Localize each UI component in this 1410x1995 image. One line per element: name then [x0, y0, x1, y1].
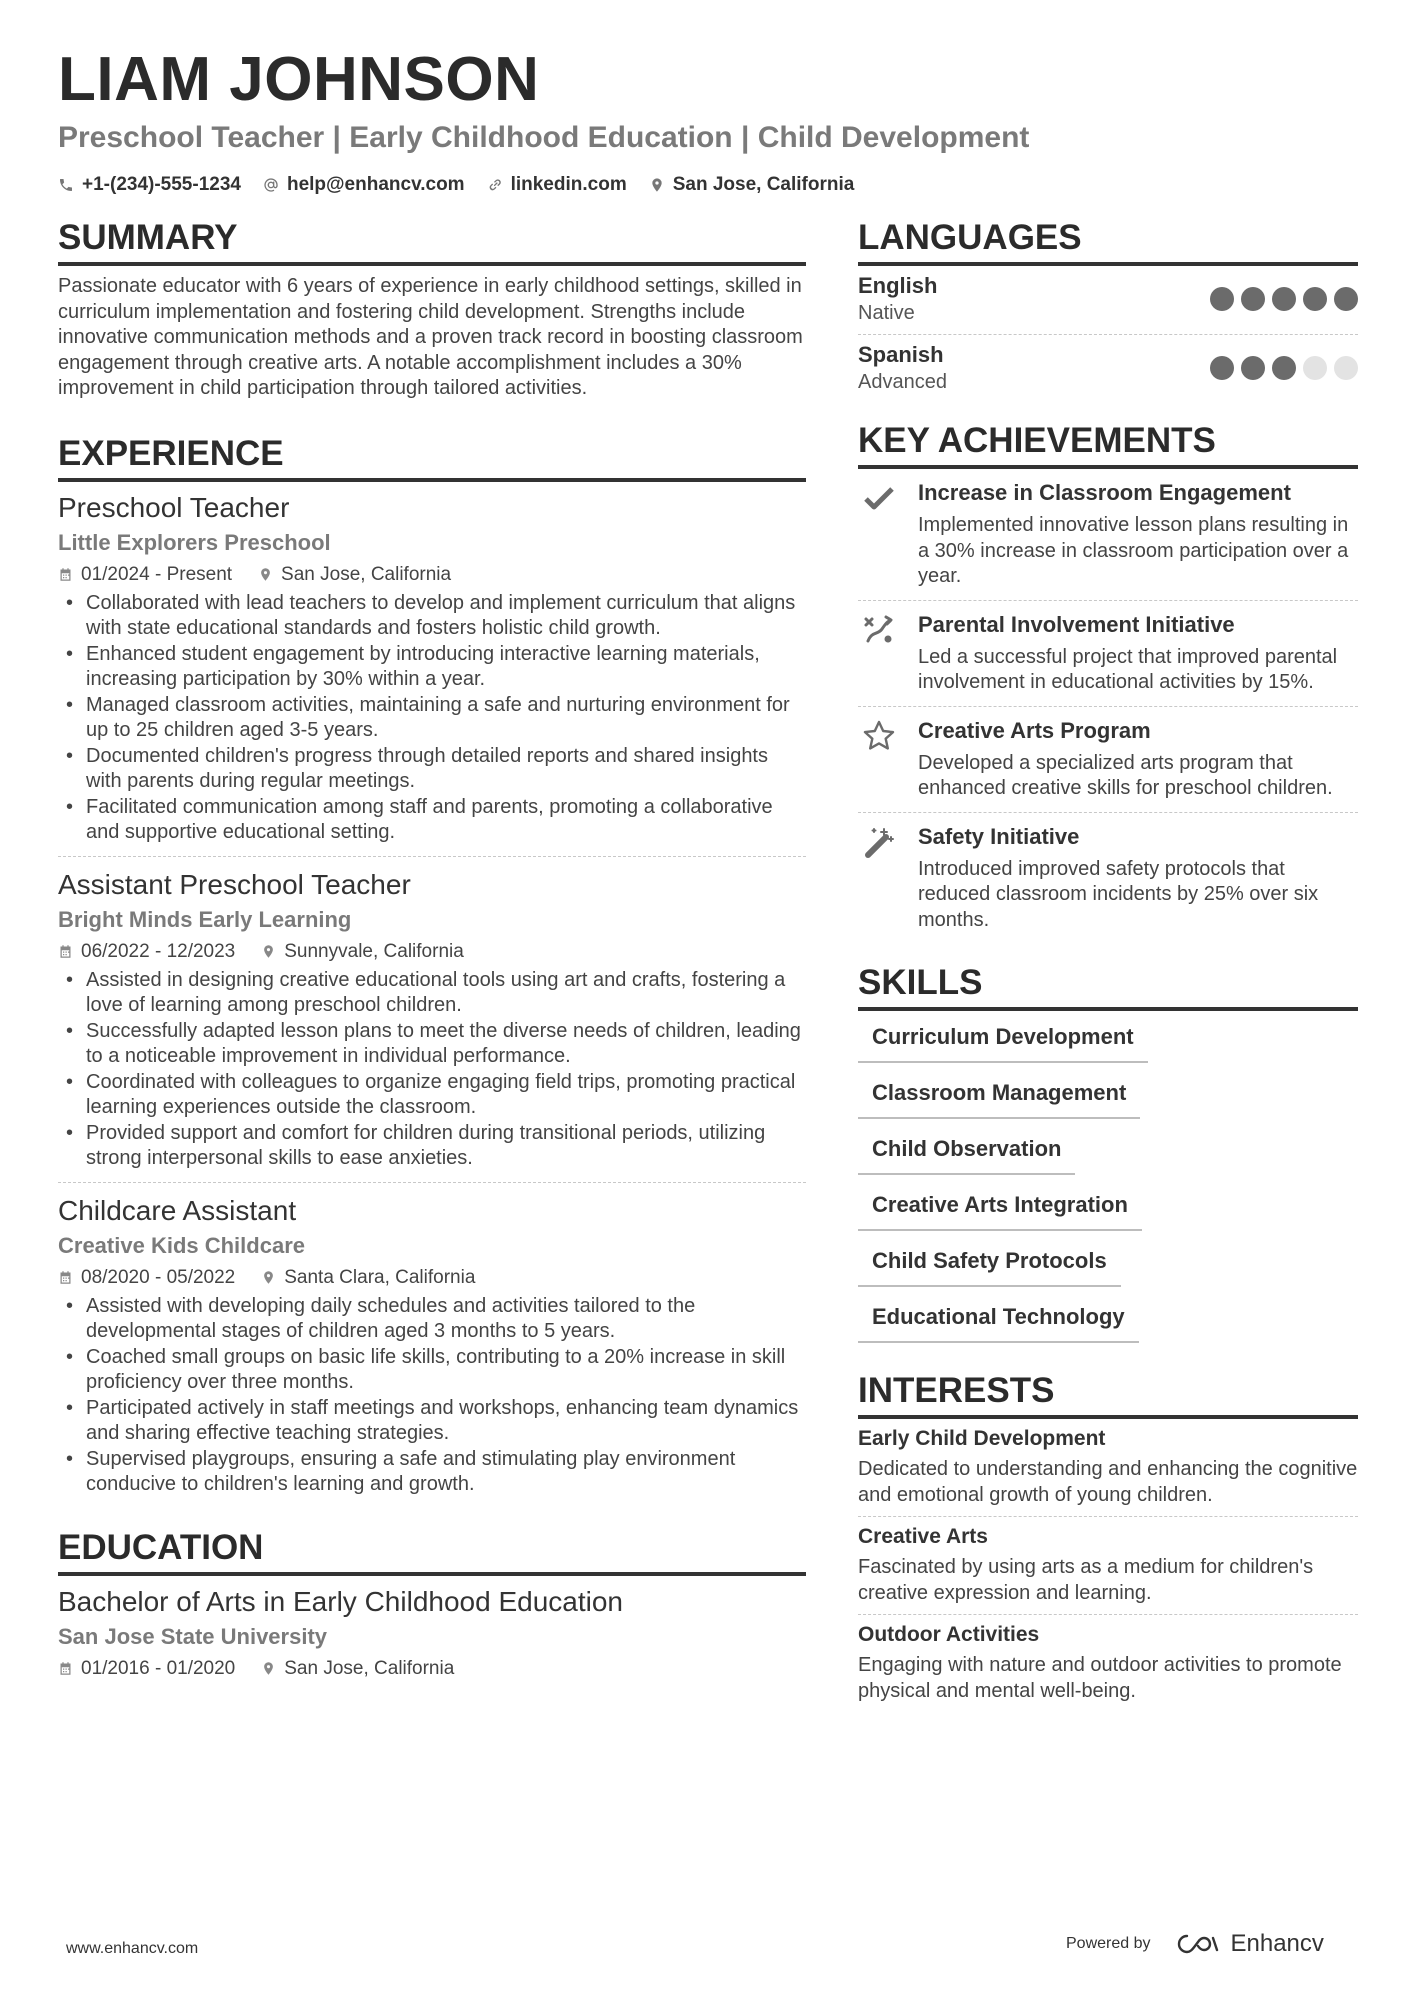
interest-list: [858, 1419, 1358, 1712]
job-bullets: [58, 968, 806, 1172]
experience-section: [58, 432, 806, 1508]
interest-desc: Dedicated to understanding and enhancing the cognitive and emotional growth of young children.: [858, 1458, 1358, 1506]
job-title: Assistant Preschool Teacher: [58, 868, 411, 900]
achievement-desc: Developed a specialized arts program that enhanced creative skills for preschool children.: [918, 751, 1333, 799]
language-rating: [1210, 287, 1358, 311]
contact-location-text: San Jose, California: [672, 174, 855, 195]
achievement-desc: Implemented innovative lesson plans resulting in a 30% increase in classroom participation over a year.: [918, 514, 1349, 587]
job-list: [58, 490, 806, 1508]
interest-item: [858, 1419, 1358, 1517]
job-entry: [58, 490, 806, 857]
job-location: [261, 938, 464, 966]
interest-desc: Fascinated by using arts as a medium for children's creative expression and learning.: [858, 1556, 1314, 1604]
job-meta: [58, 561, 806, 589]
interests-title: INTERESTS: [858, 1369, 1358, 1419]
rating-dot: [1210, 356, 1234, 380]
job-dates-text: 08/2020 - 05/2022: [81, 1266, 236, 1288]
language-level: Advanced: [858, 371, 947, 393]
calendar-icon: [58, 567, 73, 582]
education-location: [261, 1655, 454, 1683]
education-degree: Bachelor of Arts in Early Childhood Education: [58, 1585, 623, 1617]
enhancv-logo-icon: [1175, 1932, 1221, 1956]
powered-by-label: Powered by: [1066, 1935, 1151, 1952]
job-company: Creative Kids Childcare: [58, 1232, 305, 1258]
job-meta: [58, 938, 806, 966]
achievement-title: Safety Initiative: [918, 823, 1080, 849]
job-bullet: • Participated actively in staff meetings and workshops, enhancing team dynamics and sharing effective teaching strategies.: [58, 1396, 806, 1447]
link-icon: [487, 177, 503, 193]
job-bullet: • Supervised playgroups, ensuring a safe and stimulating play environment conducive to children's learning and growth.: [58, 1447, 806, 1498]
job-bullet: • Facilitated communication among staff and parents, promoting a collaborative and supportive educational setting.: [58, 795, 806, 846]
phone-icon: [58, 177, 74, 193]
job-entry: [58, 867, 806, 1183]
rating-dot: [1272, 356, 1296, 380]
rating-dot: [1334, 287, 1358, 311]
skills-title: SKILLS: [858, 961, 1358, 1011]
interest-title: Outdoor Activities: [858, 1623, 1040, 1646]
right-column: [858, 216, 1358, 1712]
job-title: Childcare Assistant: [58, 1194, 297, 1226]
skill-tag: Educational Technology: [858, 1291, 1139, 1343]
achievement-title: Parental Involvement Initiative: [918, 611, 1235, 637]
job-dates: [58, 561, 232, 589]
location-pin-icon: [649, 177, 665, 193]
languages-section: [858, 216, 1358, 403]
interest-desc: Engaging with nature and outdoor activities to promote physical and mental well-being.: [858, 1654, 1342, 1702]
job-location-text: Santa Clara, California: [284, 1266, 476, 1288]
job-bullet: • Successfully adapted lesson plans to meet the diverse needs of children, leading to a noticeable improvement in individual performance.: [58, 1019, 806, 1070]
job-dates-text: 06/2022 - 12/2023: [81, 940, 236, 962]
summary-text: Passionate educator with 6 years of experience in early childhood settings, skilled in curriculum implementation and fostering child development. Strengths include innovative communication methods and a proven track record in boosting classroom engagement through creative arts. A notable accomplishment includes a 30% improvement in child participation through tailored activities.: [58, 275, 803, 399]
education-title: EDUCATION: [58, 1526, 806, 1576]
language-item: [858, 266, 1358, 335]
achievement-body: [918, 823, 1358, 934]
summary-title: SUMMARY: [58, 216, 806, 266]
checkmark-icon: [858, 479, 900, 590]
education-school: San Jose State University: [58, 1623, 328, 1649]
job-dates: [58, 938, 235, 966]
achievements-title: KEY ACHIEVEMENTS: [858, 419, 1358, 469]
rating-dot: [1303, 356, 1327, 380]
education-section: [58, 1526, 806, 1683]
interest-title: Early Child Development: [858, 1427, 1106, 1450]
achievement-body: [918, 479, 1358, 590]
candidate-name: LIAM JOHNSON: [58, 45, 540, 114]
rating-dot: [1272, 287, 1296, 311]
interests-section: [858, 1369, 1358, 1712]
job-bullet: • Assisted in designing creative educational tools using art and crafts, fostering a love of learning among preschool children.: [58, 968, 806, 1019]
job-bullet: • Assisted with developing daily schedules and activities tailored to the developmental stages of children aged 3 months to 5 years.: [58, 1294, 806, 1345]
job-location-text: San Jose, California: [281, 563, 452, 585]
contact-phone-text: +1-(234)-555-1234: [82, 174, 241, 195]
achievement-desc: Led a successful project that improved parental involvement in educational activities by 15%.: [918, 645, 1338, 693]
language-info: [858, 272, 937, 326]
contact-email[interactable]: [263, 174, 465, 196]
language-item: [858, 335, 1358, 403]
skill-list: [858, 1011, 1358, 1347]
job-location-text: Sunnyvale, California: [284, 940, 464, 962]
path-icon: [858, 611, 900, 696]
job-bullet: • Managed classroom activities, maintaining a safe and nurturing environment for up to 25 children aged 3-5 years.: [58, 693, 806, 744]
skills-section: [858, 961, 1358, 1347]
language-rating: [1210, 356, 1358, 380]
candidate-subtitle: Preschool Teacher | Early Childhood Education | Child Development: [58, 121, 1030, 154]
rating-dot: [1210, 287, 1234, 311]
job-meta: [58, 1264, 806, 1292]
job-bullet: • Provided support and comfort for children during transitional periods, utilizing strong interpersonal skills to ease anxieties.: [58, 1121, 806, 1172]
interest-item: [858, 1517, 1358, 1615]
contact-email-text: help@enhancv.com: [286, 174, 465, 195]
achievement-title: Creative Arts Program: [918, 717, 1151, 743]
language-info: [858, 341, 947, 395]
interest-title: Creative Arts: [858, 1525, 988, 1548]
calendar-icon: [58, 1270, 73, 1285]
education-location-text: San Jose, California: [284, 1657, 455, 1679]
job-bullets: [58, 591, 806, 846]
achievement-title: Increase in Classroom Engagement: [918, 480, 1291, 505]
calendar-icon: [58, 944, 73, 959]
job-dates: [58, 1264, 235, 1292]
language-level: Native: [858, 302, 915, 324]
contact-location: [649, 174, 855, 196]
job-bullet: • Documented children's progress through detailed reports and shared insights with parents during regular meetings.: [58, 744, 806, 795]
achievement-body: [918, 717, 1358, 802]
language-name: Spanish: [858, 342, 944, 367]
achievement-body: [918, 611, 1358, 696]
achievement-list: [858, 469, 1358, 943]
job-location: [258, 561, 451, 589]
job-bullet: • Coordinated with colleagues to organize engaging field trips, promoting practical learning experiences outside the classroom.: [58, 1070, 806, 1121]
job-location: [261, 1264, 475, 1292]
achievement-desc: Introduced improved safety protocols that reduced classroom incidents by 25% over six months.: [918, 857, 1319, 931]
summary-section: [58, 216, 806, 402]
interest-item: [858, 1615, 1358, 1712]
achievement-item: [858, 813, 1358, 944]
experience-title: EXPERIENCE: [58, 432, 806, 482]
rating-dot: [1303, 287, 1327, 311]
footer-website[interactable]: www.enhancv.com: [66, 1940, 199, 1957]
education-dates-text: 01/2016 - 01/2020: [81, 1657, 236, 1679]
achievement-item: [858, 601, 1358, 707]
job-company: Bright Minds Early Learning: [58, 906, 352, 932]
contact-row: [58, 174, 1358, 196]
resume-header: [58, 46, 1358, 196]
location-pin-icon: [261, 944, 276, 959]
star-icon: [858, 717, 900, 802]
job-bullet: • Collaborated with lead teachers to develop and implement curriculum that aligns with state educational standards and fosters holistic child growth.: [58, 591, 806, 642]
at-icon: [263, 177, 279, 193]
education-meta: [58, 1655, 806, 1683]
rating-dot: [1334, 356, 1358, 380]
job-title: Preschool Teacher: [58, 491, 290, 523]
skill-tag: Classroom Management: [858, 1067, 1140, 1119]
contact-phone[interactable]: [58, 174, 241, 196]
left-column: [58, 216, 806, 1683]
magic-wand-icon: [858, 823, 900, 934]
brand-logo[interactable]: [1175, 1930, 1324, 1958]
languages-title: LANGUAGES: [858, 216, 1358, 266]
job-bullets: [58, 1294, 806, 1498]
achievement-item: [858, 469, 1358, 601]
language-list: [858, 266, 1358, 403]
skill-tag: Curriculum Development: [858, 1011, 1148, 1063]
skill-tag: Creative Arts Integration: [858, 1179, 1142, 1231]
rating-dot: [1241, 287, 1265, 311]
location-pin-icon: [261, 1661, 276, 1676]
contact-linkedin[interactable]: [487, 174, 627, 196]
rating-dot: [1241, 356, 1265, 380]
achievements-section: [858, 419, 1358, 943]
footer-branding: [1066, 1930, 1324, 1958]
location-pin-icon: [258, 567, 273, 582]
language-name: English: [858, 273, 938, 298]
calendar-icon: [58, 1661, 73, 1676]
job-company: Little Explorers Preschool: [58, 529, 331, 555]
location-pin-icon: [261, 1270, 276, 1285]
education-dates: [58, 1655, 235, 1683]
skill-tag: Child Observation: [858, 1123, 1075, 1175]
job-bullet: • Enhanced student engagement by introducing interactive learning materials, increasing participation by 30% within a year.: [58, 642, 806, 693]
job-dates-text: 01/2024 - Present: [81, 563, 233, 585]
job-entry: [58, 1193, 806, 1508]
skill-tag: Child Safety Protocols: [858, 1235, 1121, 1287]
achievement-item: [858, 707, 1358, 813]
contact-linkedin-text: linkedin.com: [510, 174, 627, 195]
job-bullet: • Coached small groups on basic life skills, contributing to a 20% increase in skill proficiency over three months.: [58, 1345, 806, 1396]
brand-name: Enhancv: [1230, 1930, 1324, 1957]
